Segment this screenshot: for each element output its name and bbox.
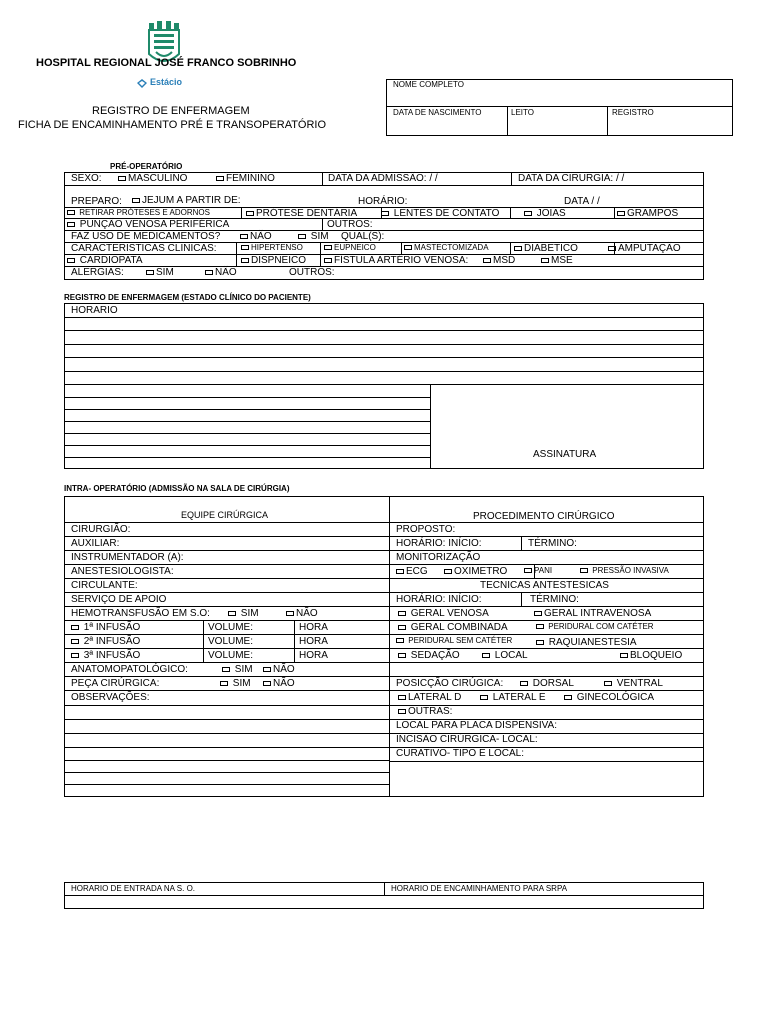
geral-combinada-checkbox[interactable]: GERAL COMBINADA <box>398 622 508 633</box>
hemotransfusao-label: HEMOTRANSFUSÃO EM S.O: <box>71 608 210 619</box>
quais-field[interactable]: QUAL(S): <box>341 231 385 242</box>
hora-2-field[interactable]: HORA <box>299 636 328 647</box>
medicamentos-label: FAZ USO DE MEDICAMENTOS? <box>71 231 221 242</box>
outros-field[interactable]: OUTROS: <box>327 219 373 230</box>
circulante-field[interactable]: CIRCULANTE: <box>71 580 138 591</box>
retirar-proteses-checkbox[interactable]: RETIRAR PRÓTESES E ADORNOS <box>67 208 210 217</box>
lentes-contato-checkbox[interactable]: LENTES DE CONTATO <box>381 208 499 219</box>
posicao-cirurgica-label: POSICÇÃO CIRÚGICA: <box>396 678 504 689</box>
amputacao-checkbox[interactable]: AMPUTAÇÃO <box>608 243 681 254</box>
alergias-label: ALERGIAS: <box>71 267 124 278</box>
cirurgiao-field[interactable]: CIRURGIÃO: <box>71 524 131 535</box>
termino-field[interactable]: TÉRMINO: <box>528 538 577 549</box>
msd-checkbox[interactable]: MSD <box>483 255 515 266</box>
med-sim-checkbox[interactable]: SIM <box>298 231 329 242</box>
observacoes-field[interactable]: OBSERVAÇÕES: <box>71 692 150 703</box>
mastectomizada-checkbox[interactable]: MASTECTOMIZADA <box>404 243 489 252</box>
infusao-1-checkbox[interactable]: 1ª INFUSÃO <box>71 622 140 633</box>
data-cirurgia-field[interactable]: DATA DA CIRURGIA: / / <box>518 173 625 184</box>
horario-column: HORARIO <box>71 305 118 316</box>
pressao-invasiva-checkbox[interactable]: PRESSÃO INVASIVA <box>580 566 669 575</box>
volume-1-field[interactable]: VOLUME: <box>208 622 254 633</box>
masculino-checkbox[interactable]: MASCULINO <box>118 173 187 184</box>
volume-2-field[interactable]: VOLUME: <box>208 636 254 647</box>
registro-field[interactable]: REGISTRO <box>612 108 654 117</box>
caracteristicas-label: CARACTERISTICAS CLINICAS: <box>71 243 217 254</box>
anestesiologista-field[interactable]: ANESTESIOLOGISTA: <box>71 566 174 577</box>
pani-checkbox[interactable]: PANI <box>524 566 552 575</box>
grampos-checkbox[interactable]: GRAMPOS <box>617 208 678 219</box>
local-checkbox[interactable]: LOCAL <box>482 650 528 661</box>
ginecologica-checkbox[interactable]: GINECOLÓGICA <box>564 692 654 703</box>
data-field[interactable]: DATA / / <box>564 196 600 207</box>
mse-checkbox[interactable]: MSE <box>541 255 573 266</box>
horario-entrada-field[interactable]: HORARIO DE ENTRADA NA S. O. <box>71 884 196 893</box>
data-admissao-field[interactable]: DATA DA ADMISSÃO: / / <box>328 173 438 184</box>
nome-completo-field[interactable]: NOME COMPLETO <box>393 80 464 89</box>
termino-2-field[interactable]: TÉRMINO: <box>530 594 579 605</box>
fistula-checkbox[interactable]: FÍSTULA ARTÉRIO VENOSA: <box>324 255 468 266</box>
lateral-e-checkbox[interactable]: LATERAL E <box>480 692 546 703</box>
diabetico-checkbox[interactable]: DIABETICO <box>514 243 578 254</box>
horario-inicio-2-field[interactable]: HORÁRIO: INÍCIO: <box>396 594 482 605</box>
alergia-outros-field[interactable]: OUTROS: <box>289 267 335 278</box>
bloqueio-checkbox[interactable]: BLOQUEIO <box>620 650 682 661</box>
tecnicas-anestesicas-label: TECNICAS ANTESTESICAS <box>480 580 609 591</box>
anatomo-sim-checkbox[interactable]: SIM <box>222 664 253 675</box>
volume-3-field[interactable]: VOLUME: <box>208 650 254 661</box>
leito-field[interactable]: LEITO <box>511 108 534 117</box>
hipertenso-checkbox[interactable]: HIPERTENSO <box>241 243 303 252</box>
servico-apoio-field[interactable]: SERVIÇO DE APOIO <box>71 594 167 605</box>
ecg-checkbox[interactable]: ECG <box>396 566 428 577</box>
peca-nao-checkbox[interactable]: NÃO <box>263 678 295 689</box>
incisao-cirurgica-field[interactable]: INCISÃO CIRÚRGICA- LOCAL: <box>396 734 538 745</box>
peridural-com-cateter-checkbox[interactable]: PERIDURAL COM CATÉTER <box>536 622 654 631</box>
cardiopata-checkbox[interactable]: CARDIOPATA <box>67 255 143 266</box>
equipe-cirurgica-header: EQUIPE CIRÚRGICA <box>181 510 269 520</box>
hemo-nao-checkbox[interactable]: NÃO <box>286 608 318 619</box>
pre-op-title: PRÉ-OPERATÓRIO <box>110 162 183 171</box>
geral-intravenosa-checkbox[interactable]: GERAL INTRAVENOSA <box>534 608 651 619</box>
joias-checkbox[interactable]: JOIAS <box>524 208 566 219</box>
hemo-sim-checkbox[interactable]: SIM <box>228 608 259 619</box>
intra-op-title: INTRA- OPERATÓRIO (ADMISSÃO NA SALA DE CIRÚRGIA) <box>64 484 290 493</box>
peca-cirurgica-label: PEÇA CIRÚRGICA: <box>71 678 160 689</box>
lateral-d-checkbox[interactable]: LATERAL D <box>398 692 461 703</box>
dispneico-checkbox[interactable]: DISPNEICO <box>241 255 306 266</box>
hora-1-field[interactable]: HORA <box>299 622 328 633</box>
alergia-nao-checkbox[interactable]: NÃO <box>205 267 237 278</box>
infusao-2-checkbox[interactable]: 2ª INFUSÃO <box>71 636 140 647</box>
puncao-venosa-checkbox[interactable]: PUNÇÃO VENOSA PERIFÉRICA <box>67 219 229 230</box>
alergia-sim-checkbox[interactable]: SIM <box>146 267 174 278</box>
dorsal-checkbox[interactable]: DORSAL <box>520 678 574 689</box>
registro-title: REGISTRO DE ENFERMAGEM (ESTADO CLÍNICO DO PACIENTE) <box>64 293 311 302</box>
instrumentador-field[interactable]: INSTRUMENTADOR (A): <box>71 552 184 563</box>
peridural-sem-cateter-checkbox[interactable]: PERIDURAL SEM CATÉTER <box>396 636 512 645</box>
proposto-field[interactable]: PROPOSTO: <box>396 524 456 535</box>
horario-srpa-field[interactable]: HORARIO DE ENCAMINHAMENTO PARA SRPA <box>391 884 568 893</box>
jejum-checkbox[interactable]: JEJUM A PARTIR DE: <box>132 195 241 206</box>
procedimento-cirurgico-header: PROCEDIMENTO CIRÚRGICO <box>473 511 615 522</box>
monitorizacao-label: MONITORIZAÇÃO <box>396 552 481 563</box>
auxiliar-field[interactable]: AUXILIAR: <box>71 538 120 549</box>
curativo-field[interactable]: CURATIVO- TIPO E LOCAL: <box>396 748 524 759</box>
ventral-checkbox[interactable]: VENTRAL <box>604 678 663 689</box>
raquianestesia-checkbox[interactable]: RAQUIANESTESIA <box>536 637 637 648</box>
oximetro-checkbox[interactable]: OXIMETRO <box>444 566 507 577</box>
preparo-label: PREPARO: <box>71 196 122 207</box>
hospital-name: HOSPITAL REGIONAL JOSÉ FRANCO SOBRINHO <box>36 57 297 69</box>
form-title: REGISTRO DE ENFERMAGEM <box>92 105 250 117</box>
outras-checkbox[interactable]: OUTRAS: <box>398 706 452 717</box>
geral-venosa-checkbox[interactable]: GERAL VENOSA <box>398 608 489 619</box>
anatomo-nao-checkbox[interactable]: NÃO <box>263 664 295 675</box>
feminino-checkbox[interactable]: FEMININO <box>216 173 275 184</box>
eupneico-checkbox[interactable]: EUPNEICO <box>324 243 376 252</box>
data-nascimento-field[interactable]: DATA DE NASCIMENTO <box>393 108 482 117</box>
estacio-mark-icon <box>136 78 148 89</box>
form-subtitle: FICHA DE ENCAMINHAMENTO PRÉ E TRANSOPERATÓRIO <box>18 119 327 131</box>
horario-field[interactable]: HORÁRIO: <box>358 196 408 207</box>
sexo-label: SEXO: <box>71 173 102 184</box>
assinatura-field[interactable]: ASSINATURA <box>533 449 597 460</box>
sedacao-checkbox[interactable]: SEDAÇÃO <box>398 650 460 661</box>
protese-dentaria-checkbox[interactable]: PRÓTESE DENTÁRIA <box>246 208 357 219</box>
hora-3-field[interactable]: HORA <box>299 650 328 661</box>
estacio-text: Estácio <box>150 77 183 87</box>
infusao-3-checkbox[interactable]: 3ª INFUSÃO <box>71 650 140 661</box>
horario-inicio-field[interactable]: HORÁRIO: INÍCIO: <box>396 538 482 549</box>
anatomopatologico-label: ANATOMOPATOLÓGICO: <box>71 664 188 675</box>
placa-dispersiva-field[interactable]: LOCAL PARA PLACA DISPENSIVA: <box>396 720 557 731</box>
med-nao-checkbox[interactable]: NÃO <box>240 231 272 242</box>
peca-sim-checkbox[interactable]: SIM <box>220 678 251 689</box>
